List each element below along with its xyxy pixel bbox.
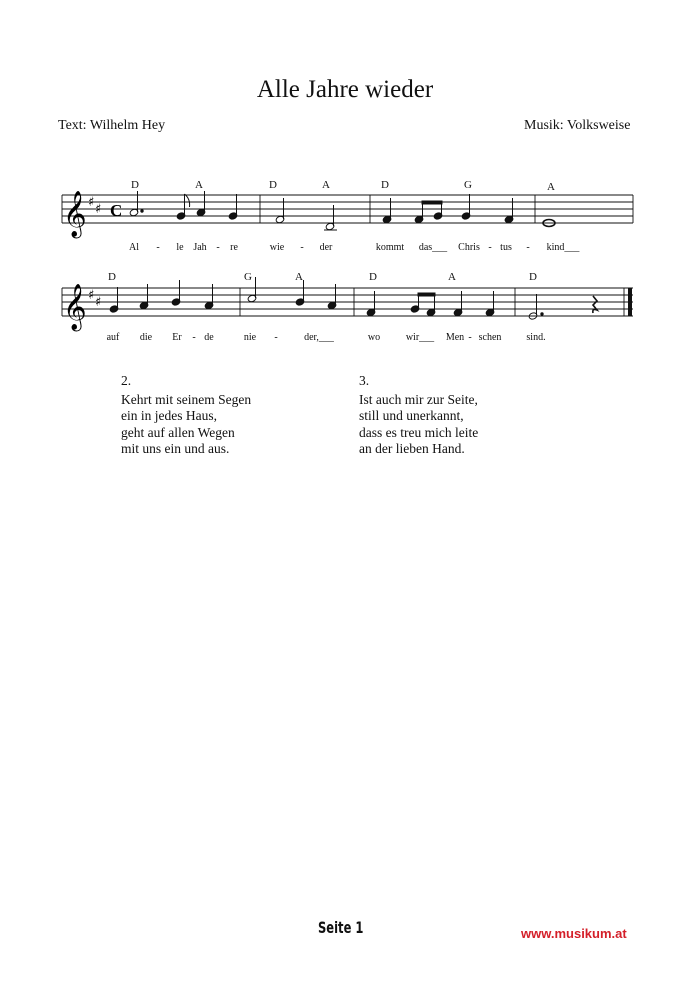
music-credit: Musik: Volksweise — [524, 118, 631, 133]
chord-symbol: G — [464, 179, 472, 191]
sharp-icon: ♯ — [95, 295, 102, 310]
chord-symbol: G — [244, 271, 252, 283]
lyric-syllable: die — [139, 332, 153, 343]
lyric-syllable: wo — [367, 332, 381, 343]
lyric-syllable: der,___ — [304, 332, 334, 343]
lyric-syllable: - — [156, 242, 160, 253]
chord-symbol: D — [108, 271, 116, 283]
chord-symbol: A — [195, 179, 203, 191]
sharp-icon: ♯ — [95, 202, 102, 217]
lyric-syllable: - — [526, 242, 530, 253]
verse-3 — [359, 373, 478, 458]
lyric-syllable: wir___ — [405, 332, 435, 343]
chord-symbol: D — [381, 179, 389, 191]
lyric-syllable: wie — [269, 242, 285, 253]
sharp-icon: ♯ — [88, 195, 95, 210]
common-time-icon: C — [110, 201, 123, 220]
verse-number: 3. — [359, 373, 370, 388]
verse-line: Kehrt mit seinem Segen — [121, 391, 252, 407]
chord-symbol: A — [448, 271, 456, 283]
sharp-icon: ♯ — [88, 288, 95, 303]
lyric-syllable: auf — [106, 332, 120, 343]
lyric-syllable: Er — [172, 332, 182, 343]
lyric-syllable: kommt — [375, 242, 405, 253]
lyric-syllable: der — [319, 242, 333, 253]
verse-line: dass es treu mich leite — [359, 424, 479, 440]
chord-symbol: A — [295, 271, 303, 283]
chord-symbol: D — [131, 179, 139, 191]
website-link[interactable]: www.musikum.at — [521, 926, 627, 941]
chord-symbol: D — [529, 271, 537, 283]
lyric-syllable: Jah — [193, 242, 207, 253]
verse-number: 2. — [121, 373, 132, 388]
treble-clef-icon: 𝄞 — [63, 191, 87, 237]
verse-line: geht auf allen Wegen — [121, 424, 235, 440]
lyric-syllable: de — [204, 332, 214, 343]
lyric-syllable: tus — [500, 242, 512, 253]
verse-line: an der lieben Hand. — [359, 441, 465, 456]
verse-2 — [121, 373, 251, 458]
treble-clef-icon: 𝄞 — [63, 284, 87, 330]
lyric-syllable: - — [192, 332, 196, 343]
lyric-syllable: schen — [478, 332, 502, 343]
quarter-rest-icon — [593, 296, 597, 313]
lyric-syllable: das___ — [418, 242, 448, 253]
lyric-syllable: Chris — [458, 242, 480, 253]
verse-line: still und unerkannt, — [359, 408, 464, 423]
lyric-syllable: re — [230, 242, 238, 253]
lyric-syllable: Al — [129, 242, 139, 253]
chord-symbol: D — [269, 179, 277, 191]
verse-line: Ist auch mir zur Seite, — [359, 391, 478, 407]
lyric-syllable: kind___ — [546, 242, 580, 253]
song-title: Alle Jahre wieder — [256, 76, 434, 103]
lyric-syllable: le — [176, 242, 184, 253]
lyric-syllable: Men — [445, 332, 465, 343]
staff-2-notation — [0, 0, 700, 400]
page-number: Seite 1 — [318, 918, 364, 937]
lyric-syllable: - — [274, 332, 278, 343]
text-credit: Text: Wilhelm Hey — [58, 118, 166, 133]
verse-line: ein in jedes Haus, — [121, 408, 217, 423]
verse-line: mit uns ein und aus. — [121, 441, 230, 456]
chord-symbol: D — [369, 271, 377, 283]
lyric-syllable: - — [300, 242, 304, 253]
lyric-syllable: sind. — [526, 332, 546, 343]
chord-symbol: A — [322, 179, 330, 191]
lyric-syllable: - — [468, 332, 472, 343]
lyric-syllable: - — [488, 242, 492, 253]
lyric-syllable: - — [216, 242, 220, 253]
chord-symbol: A — [547, 181, 555, 193]
lyric-syllable: nie — [243, 332, 257, 343]
